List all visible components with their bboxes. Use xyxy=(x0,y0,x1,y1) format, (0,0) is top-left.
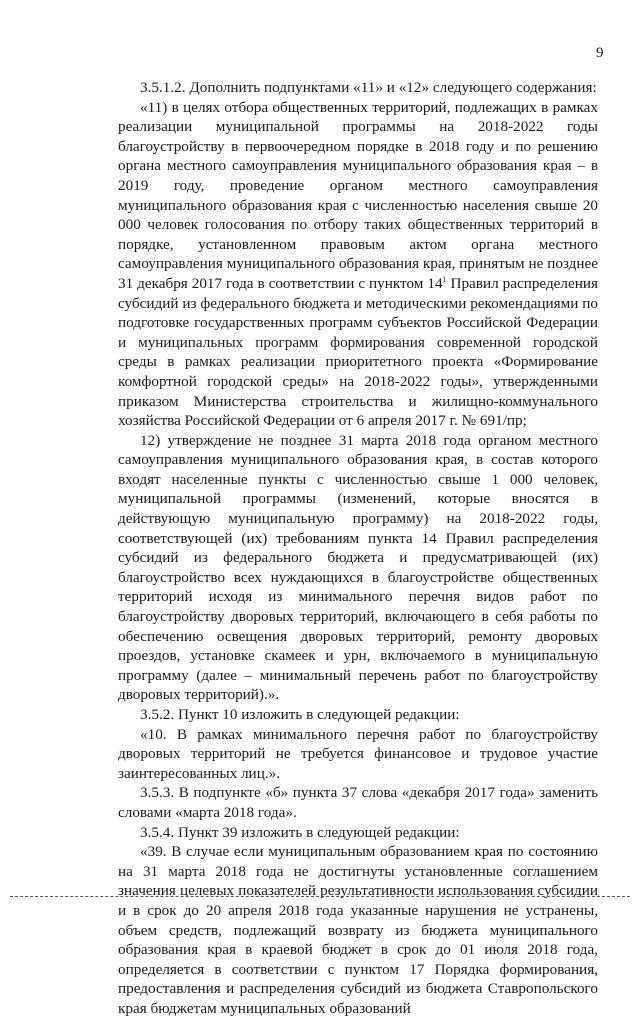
item-11-text-tail: Правил распределения субсидий из федерального бюджета и методическими рекомендациями по подготовке государственных программ субъектов Российской Федерации и муниципальных программ формирования современной городской среды в рамках реализации приоритетного проекта «Формирование комфортной городской среды» на 2018-2022 годы», утвержденными приказом Министерства строительства и жилищно-коммунального хозяйства Российской Федерации от 6 апреля 2017 г. № 691/пр; xyxy=(118,274,598,430)
paragraph-3-5-3: 3.5.3. В подпункте «б» пункта 37 слова «декабря 2017 года» заменить словами «марта 2018 года». xyxy=(118,784,598,821)
page-number: 9 xyxy=(596,45,604,61)
paragraph-item-12: 12) утверждение не позднее 31 марта 2018 года органом местного самоуправления муниципального образования края, в состав которого входят населенные пункты с численностью свыше 1 000 человек, муниципальной программы (изменений, которые вносятся в действующую муниципальную программу) на 2018-2022 годы, соответствующей (их) требованиям пункта 14 Правил распределения субсидий из федерального бюджета и предусматривающей (их) благоустройство всех нуждающихся в благоустройстве общественных территорий исходя из минимального перечня видов работ по благоустройству дворовых территорий, включающего в себя работы по обеспечению освещения дворовых территорий, ремонту дворовых проездов, установке скамеек и урн, включаемого в муниципальную программу (далее – минимальный перечень работ по благоустройству дворовых территорий).». xyxy=(118,431,598,704)
paragraph-3-5-4: 3.5.4. Пункт 39 изложить в следующей редакции: xyxy=(140,823,460,841)
paragraph-3-5-1-2: 3.5.1.2. Дополнить подпунктами «11» и «12» следующего содержания: xyxy=(140,79,597,96)
paragraph-3-5-2: 3.5.2. Пункт 10 изложить в следующей редакции: xyxy=(140,706,460,723)
document-body xyxy=(118,78,598,1019)
item-11-text: «11) в целях отбора общественных территорий, подлежащих в рамках реализации муниципальной программы на 2018-2022 годы благоустройству в первоочередном порядке в 2018 году и по решению органа местного самоуправления муниципального образования края – в 2019 году, проведение органом местного самоуправления муниципального образования края с численностью населения свыше 20 000 человек голосования по отбору таких общественных территорий в порядке, установленном правовым актом органа местного самоуправления муниципального образования края, принятым не позднее 31 декабря 2017 года в соответствии с пунктом 14 xyxy=(118,98,598,292)
paragraph-point-39: «39. В случае если муниципальным образованием края по состоянию на 31 марта 2018 года не достигнуты установленные соглашением значения целевых показателей результативности использования субсидии и в срок до 20 апреля 2018 года указанные нарушения не устранены, объем средств, подлежащий возврату из бюджета муниципального образования края в краевой бюджет в срок до 01 июля 2018 года, определяется в соответствии с пунктом 17 Порядка формирования, предоставления и распределения субсидий из бюджета Ставропольского края бюджетам муниципальных образований xyxy=(118,843,598,1017)
paragraph-point-10: «10. В рамках минимального перечня работ по благоустройству дворовых территорий не требуется финансовое и трудовое участие заинтересованных лиц.». xyxy=(118,725,598,782)
bottom-scan-edge xyxy=(10,896,630,897)
paragraph-item-11 xyxy=(118,98,598,431)
footnote-mark: 1 xyxy=(442,274,447,284)
